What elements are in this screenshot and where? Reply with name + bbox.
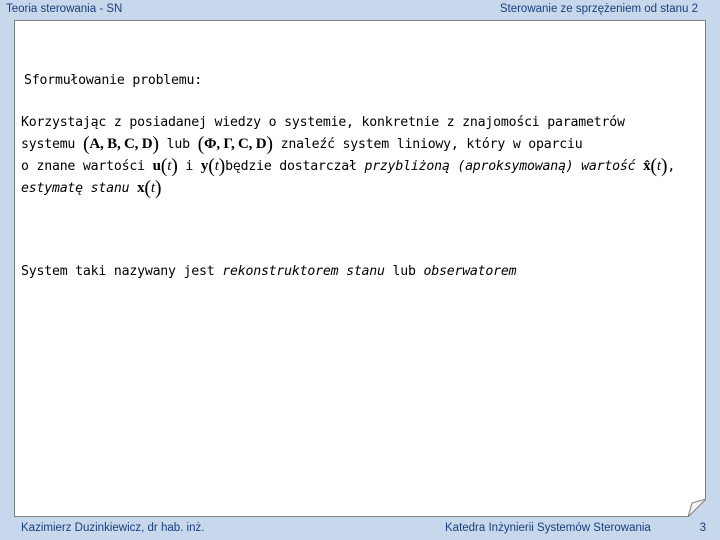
section-title: Sformułowanie problemu: — [24, 73, 203, 88]
line3-text-c: będzie dostarczał — [225, 159, 357, 174]
line3-text-d: przybliżoną (aproksymowaną) wartość — [364, 159, 636, 174]
paragraph-line-2 — [21, 133, 582, 156]
paragraph-line-4 — [21, 177, 161, 200]
line3-text-e: , — [667, 159, 676, 174]
slide-content-panel — [14, 20, 706, 517]
paragraph-line-3 — [21, 155, 675, 178]
line5-text-a: System taki nazywany jest — [21, 264, 215, 279]
header-slide-topic: Sterowanie ze sprzężeniem od stanu 2 — [499, 3, 698, 15]
math-y-of-t: y(t) — [200, 155, 226, 177]
paragraph-line-5 — [21, 264, 516, 279]
line5-text-b: rekonstruktorem stanu — [222, 264, 385, 279]
line2-text-b: lub — [166, 137, 190, 152]
math-abcd: (A, B, C, D) — [82, 133, 159, 155]
line5-text-d: obserwatorem — [423, 264, 517, 279]
footer-author: Kazimierz Duzinkiewicz, dr hab. inż. — [21, 522, 205, 534]
line2-text-a: systemu — [21, 137, 76, 152]
math-xhat-of-t: x̂(t) — [643, 155, 668, 177]
line5-text-c: lub — [392, 264, 416, 279]
line4-text-a: estymatę stanu — [21, 181, 130, 196]
footer-page-number: 3 — [699, 522, 706, 534]
line2-text-c: znaleźć system liniowy, który w oparciu — [280, 137, 583, 152]
page-curl-icon — [688, 499, 706, 517]
header-course-title: Teoria sterowania - SN — [6, 3, 123, 15]
line3-text-a: o znane wartości — [21, 159, 145, 174]
math-phi-gamma: (Φ, Γ, C, D) — [197, 133, 273, 155]
math-x-of-t: x(t) — [137, 177, 162, 199]
line3-text-b: i — [185, 159, 194, 174]
math-u-of-t: u(t) — [152, 155, 178, 177]
paragraph-line-1: Korzystając z posiadanej wiedzy o systemie, konkretnie z znajomości parametrów — [21, 115, 625, 130]
footer-department: Katedra Inżynierii Systemów Sterowania — [445, 522, 651, 534]
